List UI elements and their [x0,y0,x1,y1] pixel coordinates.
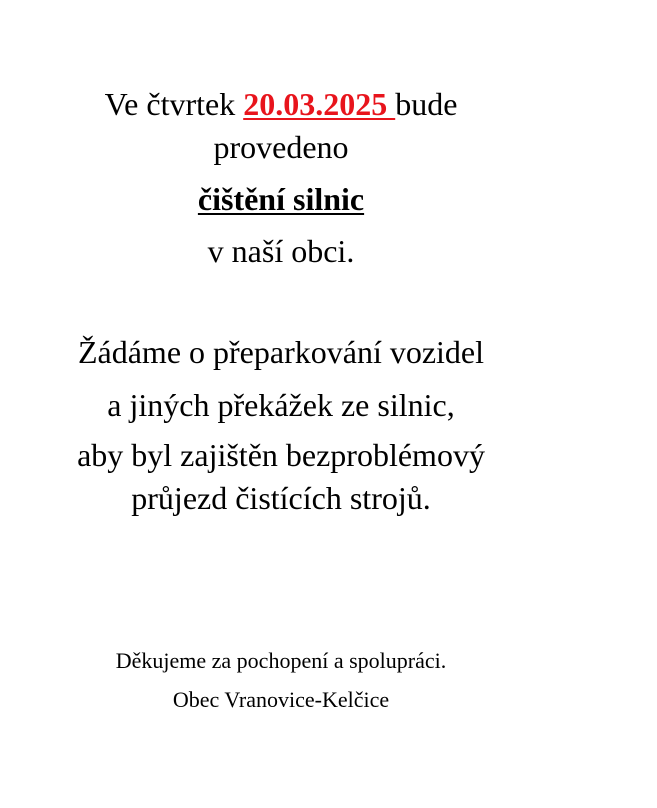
thanks-line: Děkujeme za pochopení a spolupráci. [115,648,447,673]
announcement-line-4: v naší obci. [207,233,355,269]
signature-line: Obec Vranovice-Kelčice [172,687,390,712]
announcement-prefix: Ve čtvrtek [104,86,244,122]
request-line-2: a jiných překážek ze silnic, [107,387,455,423]
notice-heading [0,179,562,219]
request-line-1: Žádáme o přeparkování vozidel [77,334,485,370]
announcement-line-2: provedeno [213,129,349,165]
heading-text: čištění silnic [197,181,365,217]
request-line-4: průjezd čistících strojů. [131,480,431,516]
request-line-3: aby byl zajištěn bezproblémový [77,437,485,473]
announcement-suffix: bude [395,86,458,122]
announcement-line-1 [0,84,562,124]
cleaning-date: 20.03.2025 [243,86,396,122]
